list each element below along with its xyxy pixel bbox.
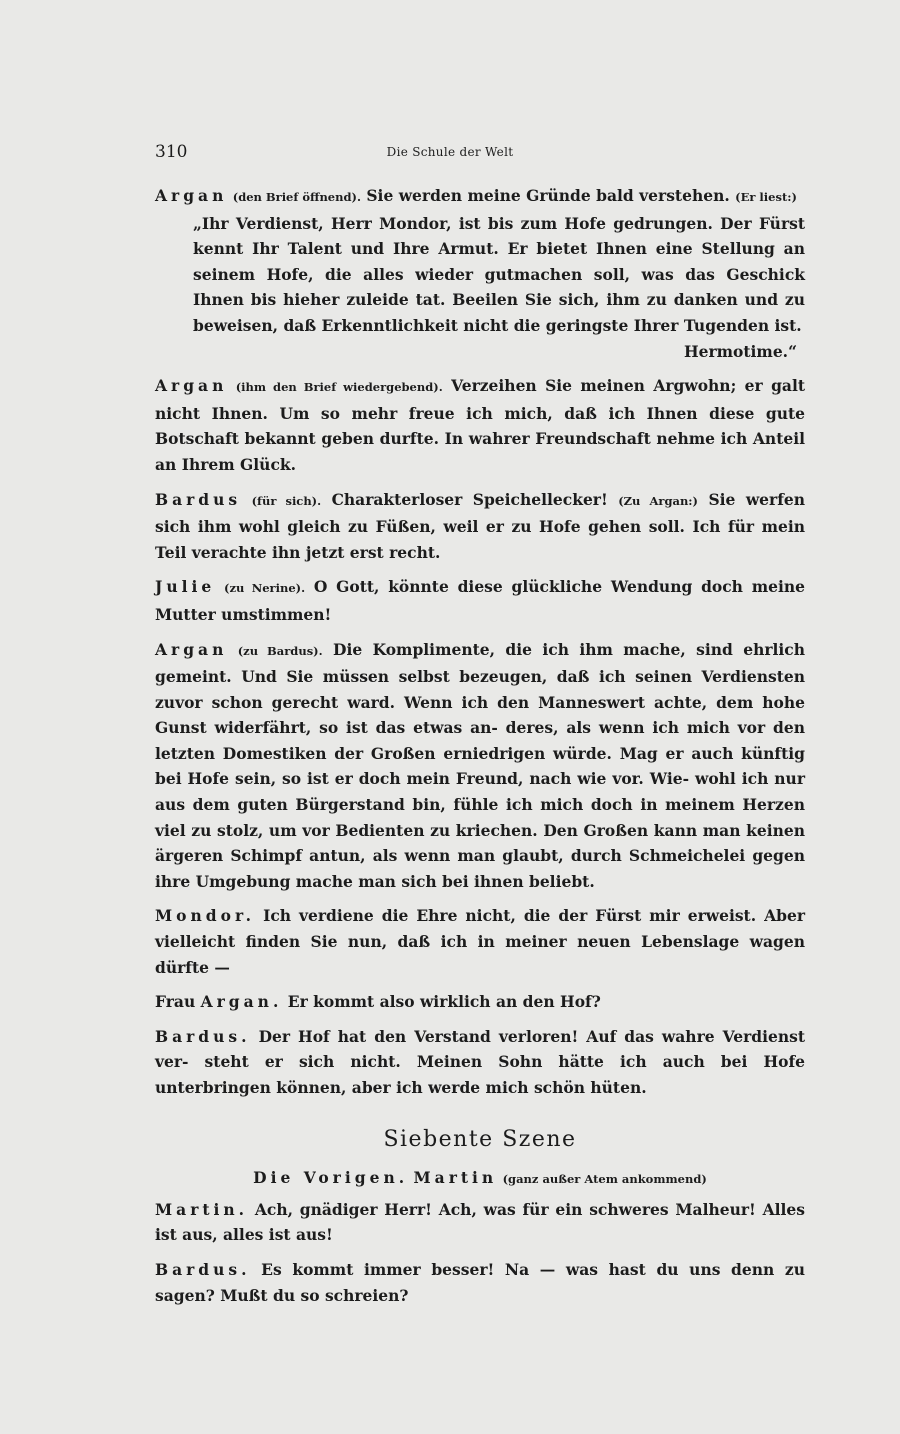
cast-names: Martin [413, 1168, 498, 1188]
speech-text: O Gott, könnte diese glückliche Wendung doch meine Mutter umstimmen! [155, 577, 805, 624]
stage-direction: (den Brief öffnend). [232, 190, 361, 204]
speaker-name: Bardus [155, 489, 242, 509]
speech-argan-1 [155, 183, 805, 211]
speech-frau-argan [155, 989, 805, 1015]
letter-signature: Hermotime.“ [683, 341, 797, 361]
speech-text: Es kommt immer besser! Na — was hast du uns denn zu sagen? Mußt du so schreien? [155, 1259, 805, 1305]
scene-heading: Siebente Szene [383, 1126, 577, 1152]
speech-mondor [155, 903, 805, 980]
speech-text: Ich verdiene die Ehre nicht, die der Fürst mir erweist. Aber vielleicht finden Sie nun, daß ich in meiner neuen Lebenslage wagen dürfte — [155, 906, 805, 977]
speech-text: Er kommt also wirklich an den Hof? [282, 992, 601, 1012]
speaker-name: Argan [155, 376, 228, 396]
speech-text: Sie werden meine Gründe bald verstehen. [360, 186, 736, 205]
speech-martin [155, 1197, 805, 1248]
speech-text: Verzeihen Sie meinen Argwohn; er galt nicht Ihnen. Um so mehr freue ich mich, daß ich Ihnen diese gute Botschaft bekannt geben durfte. In wahrer Freundschaft nehme ich Anteil an Ihrem Glück. [155, 376, 806, 474]
speaker-name: Bardus. [155, 1259, 251, 1279]
running-title: Die Schule der Welt [386, 145, 514, 159]
page-header [155, 142, 745, 166]
scene-cast [155, 1165, 805, 1193]
stage-direction: (zu Bardus). [237, 643, 323, 658]
page-body [155, 183, 805, 1317]
speech-text: Die Komplimente, die ich ihm mache, sind ehrlich gemeint. Und Sie müssen selbst bezeugen, daß ich seinen Verdiensten zuvor schon gerecht ward. Wenn ich den Manneswert achte, dem hohe Gunst widerfährt, so ist das etwas an- deres, als wenn ich mich vor den letzten Domestiken der Großen erniedrigen würde. Mag er auch künftig bei Hofe sein, so ist er doch mein Freund, nach wie vor. Wie- wohl ich nur aus dem guten Bürgerstand bin, fühle ich mich doch in meinem Herzen viel zu stolz, um vor Bedienten zu kriechen. Den Großen kann man keinen ärgeren Schimpf antun, als wenn man glaubt, durch Schmeichelei gegen ihre Umgebung mache man sich bei ihnen beliebt. [155, 639, 805, 891]
speaker-name: Argan [155, 186, 228, 205]
speaker-name: Bardus. [155, 1026, 251, 1046]
speech-argan-3 [155, 637, 805, 895]
stage-direction: (Er liest:) [735, 190, 797, 204]
speaker-name: Mondor. [155, 906, 256, 926]
speech-text: Sie werfen sich ihm wohl gleich zu Füßen, weil er zu Hofe gehen soll. Ich für mein Teil verachte ihn jetzt erst recht. [155, 489, 805, 562]
page-number: 310 [155, 142, 188, 162]
speech-argan-2 [155, 373, 805, 477]
stage-direction: (ihm den Brief wiedergebend). [235, 380, 443, 395]
letter-text: „Ihr Verdienst, Herr Mondor, ist bis zum Hofe gedrungen. Der Fürst kennt Ihr Talent und Ihre Armut. Er bietet Ihnen eine Stellung an seinem Hofe, die alles wieder gutmachen soll, was das Geschick Ihnen bis hieher zuleide tat. Beeilen Sie sich, ihm zu danken und zu beweisen, daß Erkenntlichkeit nicht die geringste Ihrer Tugenden ist. [193, 213, 805, 335]
stage-direction: (für sich). [251, 493, 322, 508]
speaker-name: Argan [155, 639, 228, 659]
cast-names: Die Vorigen. [253, 1168, 409, 1188]
speaker-name: Argan. [200, 992, 283, 1012]
speech-bardus-3 [155, 1257, 805, 1308]
stage-direction: (Zu Argan:) [618, 493, 698, 508]
speech-text: Charakterloser Speichellecker! [321, 489, 619, 509]
speech-text: Der Hof hat den Verstand verloren! Auf das wahre Verdienst ver- steht er sich nicht. Meinen Sohn hätte ich auch bei Hofe unterbringen können, aber ich werde mich schön hüten. [155, 1026, 805, 1097]
speech-text: Ach, gnädiger Herr! Ach, was für ein schweres Malheur! Alles ist aus, alles ist aus! [155, 1199, 805, 1245]
speaker-prefix: Frau [155, 992, 201, 1012]
speaker-name: Julie [155, 577, 216, 597]
stage-direction: (zu Nerine). [224, 581, 306, 596]
stage-direction: (ganz außer Atem ankommend) [502, 1172, 707, 1187]
speech-bardus-1 [155, 487, 805, 566]
speaker-name: Martin. [155, 1199, 249, 1219]
speech-bardus-2 [155, 1024, 805, 1101]
speech-julie [155, 574, 805, 627]
